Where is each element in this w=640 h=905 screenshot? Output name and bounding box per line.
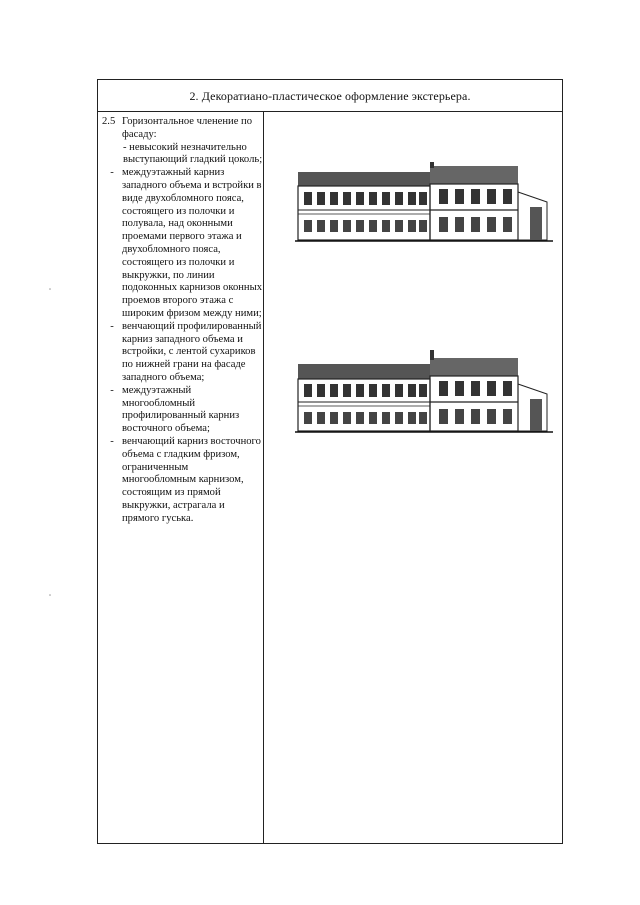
dash-marker: - [110, 320, 114, 332]
scan-margin-marks [48, 285, 52, 605]
annex-opening [530, 207, 542, 240]
dash-marker: - [110, 384, 114, 396]
roof-west [298, 172, 430, 186]
description-column [102, 116, 262, 526]
annex-opening [530, 399, 542, 431]
item-number: 2.5 [102, 116, 116, 127]
chimney [430, 162, 434, 168]
item-heading [102, 116, 262, 142]
list-item [102, 167, 262, 321]
description-list [102, 167, 262, 525]
first-subitem: - невысокий незначительно выступающий гладкий цоколь; [123, 141, 263, 166]
list-item-text: междуэтажный карниз западного объема и встройки в виде двухобломного пояса, состоящего из полочки и полувала, над оконными проемами первого этажа и двухобломного пояса, состоящего из полочки и выкружки, по линии подоконных карнизов оконных проемов второго этажа с широким фризом между ними; [122, 167, 263, 319]
dash-marker: - [110, 167, 114, 179]
roof-east [430, 358, 518, 376]
section-title: 2. Декоратиано-пластическое оформление экстерьера. [189, 89, 471, 103]
facade-elevation-drawing [295, 162, 557, 246]
list-item-text: междуэтажный многообломный профилированный карниз восточного объема; [122, 384, 240, 435]
lower-windows-west [304, 412, 427, 424]
facade-elevation-drawing [295, 350, 557, 438]
upper-windows-east [439, 189, 512, 204]
upper-windows-west [304, 192, 427, 205]
roof-west [298, 364, 430, 379]
list-item [102, 436, 262, 526]
column-divider [263, 111, 264, 843]
item-title: Горизонтальное членение по фасаду: [122, 116, 253, 140]
roof-east [430, 166, 518, 184]
lower-windows-west [304, 220, 427, 232]
chimney [430, 350, 434, 360]
list-item-text: венчающий профилированный карниз западного объема и встройки, с лентой сухариков по нижней грани на фасаде западного объема; [122, 320, 262, 383]
list-item-text: венчающий карниз восточного объема с гладким фризом, ограниченным многообломным карнизом, состоящим из прямой выкружки, астрагала и прямого гуська. [122, 435, 261, 524]
lower-windows-east [439, 409, 512, 424]
table-header-row [98, 80, 562, 112]
list-item [102, 385, 262, 436]
list-item [102, 321, 262, 385]
lower-windows-east [439, 217, 512, 232]
upper-windows-east [439, 381, 512, 396]
upper-windows-west [304, 384, 427, 397]
dash-marker: - [110, 435, 114, 447]
